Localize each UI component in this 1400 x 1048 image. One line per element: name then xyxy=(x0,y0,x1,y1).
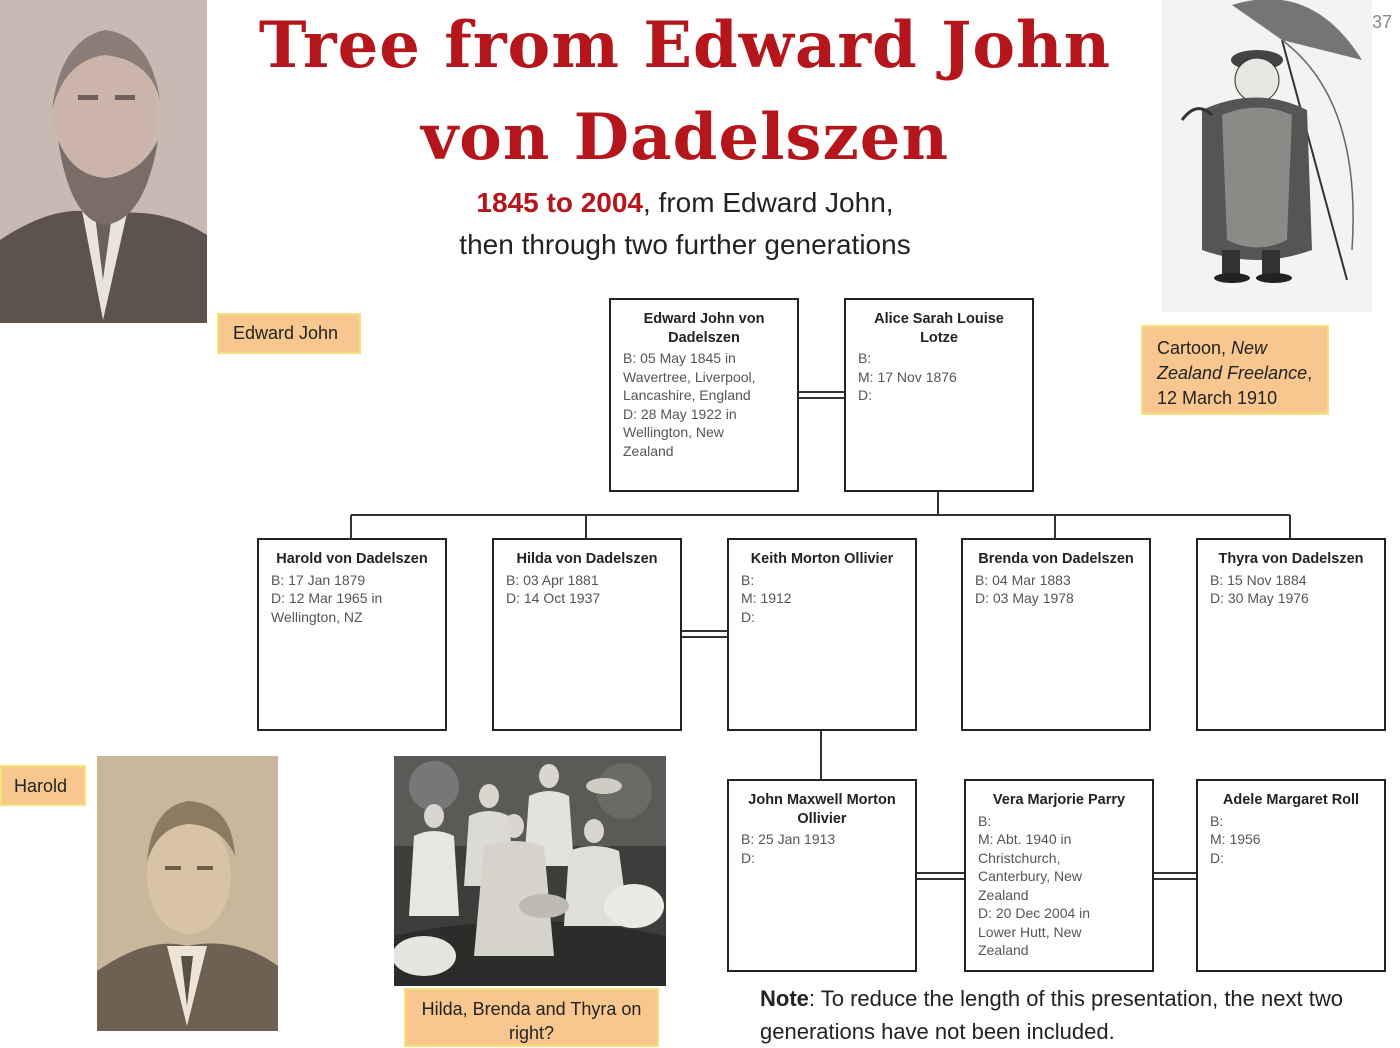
page-number: 37 xyxy=(1371,12,1392,32)
person-details: B: M: 1912 D: xyxy=(741,571,792,625)
person-hilda xyxy=(492,538,682,731)
person-adele xyxy=(1196,779,1386,972)
person-details: B: M: Abt. 1940 in Christchurch, Canterbury, New Zealand D: 20 Dec 2004 in Lower Hutt, New Zealand xyxy=(978,812,1091,958)
person-edward-john xyxy=(609,298,799,492)
person-harold xyxy=(257,538,447,731)
person-brenda xyxy=(961,538,1151,731)
footnote xyxy=(760,982,1360,1048)
person-name: Hilda von Dadelszen xyxy=(516,551,658,567)
person-thyra xyxy=(1196,538,1386,731)
caption-edward-john-text: Edward John xyxy=(233,323,339,343)
person-details: B: 25 Jan 1913 D: xyxy=(741,831,836,866)
person-name: John Maxwell Morton Ollivier xyxy=(748,792,896,827)
person-name: Harold von Dadelszen xyxy=(276,551,428,567)
person-details: B: M: 1956 D: xyxy=(1210,812,1261,866)
person-details: B: 05 May 1845 in Wavertree, Liverpool, Lancashire, England D: 28 May 1922 in Wellington, New Zealand xyxy=(623,350,756,459)
person-name: Adele Margaret Roll xyxy=(1222,792,1360,808)
caption-cartoon-publication: New Zealand Freelance xyxy=(1157,338,1308,383)
person-name: Brenda von Dadelszen xyxy=(978,551,1134,567)
title-line-1: Tree from Edward John xyxy=(258,8,1112,83)
person-name: Alice Sarah Louise Lotze xyxy=(874,311,1004,346)
person-details: B: M: 17 Nov 1876 D: xyxy=(858,350,957,403)
person-details: B: 17 Jan 1879 D: 12 Mar 1965 in Wellington, NZ xyxy=(271,571,383,625)
subtitle-line-2: then through two further generations xyxy=(459,229,911,260)
footnote-text: : To reduce the length of this presentation, the next two generations have not been included. xyxy=(760,986,1343,1044)
person-name: Edward John von Dadelszen xyxy=(643,311,765,346)
person-vera xyxy=(964,779,1154,972)
person-john-maxwell xyxy=(727,779,917,972)
person-details: B: 04 Mar 1883 D: 03 May 1978 xyxy=(975,571,1074,606)
person-keith xyxy=(727,538,917,731)
subtitle-text: , from Edward John, xyxy=(643,187,894,218)
caption-sisters-text: Hilda, Brenda and Thyra on right? xyxy=(421,999,642,1043)
person-alice xyxy=(844,298,1034,492)
caption-cartoon-prefix: Cartoon, xyxy=(1157,338,1232,358)
caption-cartoon-comma: , xyxy=(1307,363,1313,383)
subtitle-date-range: 1845 to 2004 xyxy=(476,187,643,218)
person-name: Keith Morton Ollivier xyxy=(750,551,894,567)
person-details: B: 15 Nov 1884 D: 30 May 1976 xyxy=(1210,571,1309,606)
person-name: Vera Marjorie Parry xyxy=(992,792,1126,808)
person-name: Thyra von Dadelszen xyxy=(1218,551,1364,567)
footnote-label: Note xyxy=(760,986,809,1011)
title-line-2: von Dadelszen xyxy=(420,100,950,175)
caption-harold-text: Harold xyxy=(14,776,68,796)
person-details: B: 03 Apr 1881 D: 14 Oct 1937 xyxy=(506,571,601,606)
caption-cartoon-date: 12 March 1910 xyxy=(1157,388,1278,408)
